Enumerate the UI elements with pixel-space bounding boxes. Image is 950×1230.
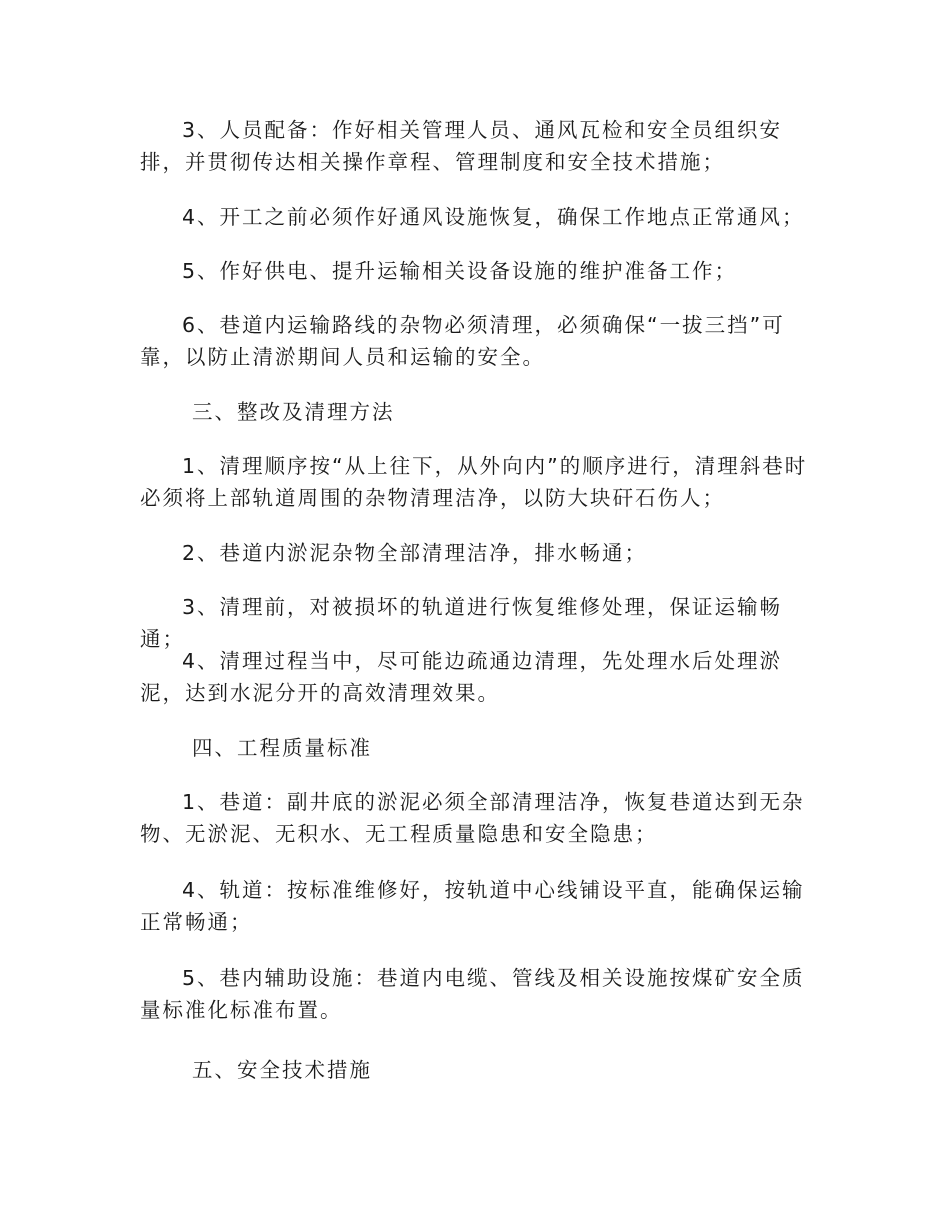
section-3-item-3: 3、清理前，对被损坏的轨道进行恢复维修处理，保证运输畅通； (140, 595, 783, 651)
section-4-title: 四、工程质量标准 (192, 736, 372, 760)
prep-item-4: 4、开工之前必须作好通风设施恢复，确保工作地点正常通风； (182, 205, 805, 229)
section-3-item-2: 2、巷道内淤泥杂物全部清理洁净，排水畅通； (182, 541, 648, 565)
section-4-item-1: 1、巷道：副井底的淤泥必须全部清理洁净，恢复巷道达到无杂物、无淤泥、无积水、无工程质量隐患和安全隐患； (140, 790, 805, 846)
section-3-item-1: 1、清理顺序按“从上往下，从外向内”的顺序进行，清理斜巷时必须将上部轨道周围的杂物清理洁净，以防大块矸石伤人； (140, 454, 808, 510)
section-3-title: 三、整改及清理方法 (192, 400, 395, 424)
section-3-item-4: 4、清理过程当中，尽可能边疏通边清理，先处理水后处理淤泥，达到水泥分开的高效清理效果。 (140, 649, 783, 705)
prep-item-3: 3、人员配备：作好相关管理人员、通风瓦检和安全员组织安排，并贯彻传达相关操作章程、管理制度和安全技术措施； (140, 118, 783, 174)
prep-item-5: 5、作好供电、提升运输相关设备设施的维护准备工作； (182, 259, 738, 283)
section-4-item-5: 5、巷内辅助设施：巷道内电缆、管线及相关设施按煤矿安全质量标准化标准布置。 (140, 966, 805, 1022)
section-4-item-4: 4、轨道：按标准维修好，按轨道中心线铺设平直，能确保运输正常畅通； (140, 878, 805, 934)
prep-item-6: 6、巷道内运输路线的杂物必须清理，必须确保“一拔三挡”可靠，以防止清淤期间人员和运输的安全。 (140, 313, 785, 369)
section-5-title: 五、安全技术措施 (192, 1058, 372, 1082)
